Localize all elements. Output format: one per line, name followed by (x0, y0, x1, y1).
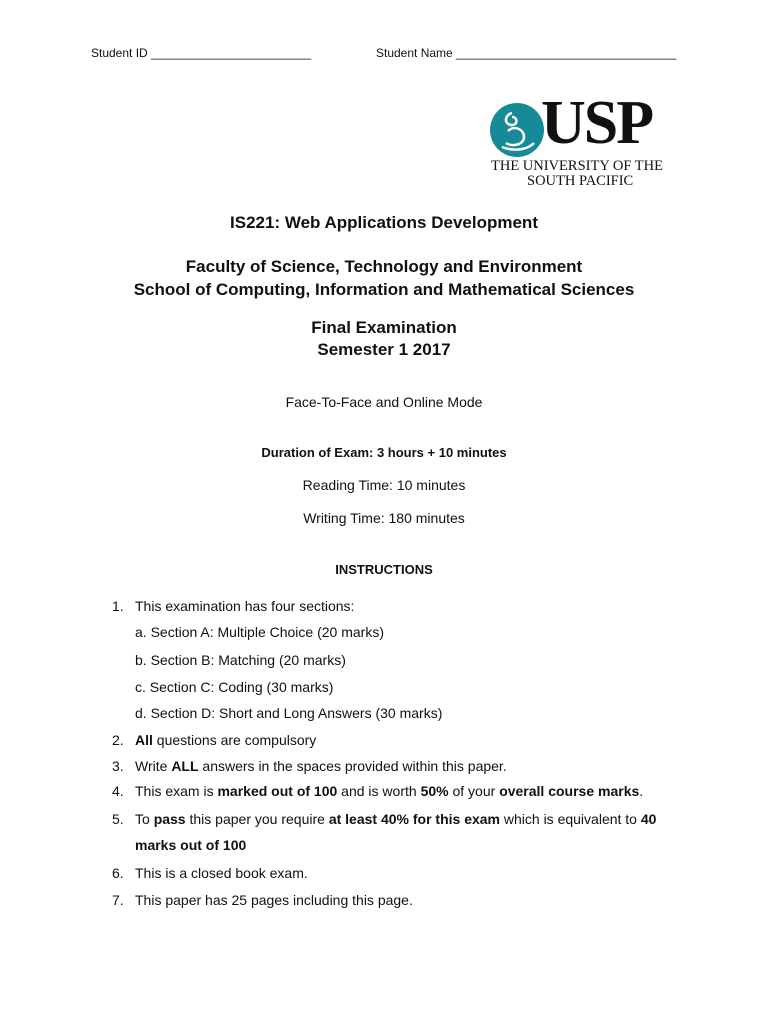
exam-mode: Face-To-Face and Online Mode (285, 394, 483, 410)
student-id-field[interactable]: Student ID ________________________ (91, 46, 312, 60)
item-number: 4. (112, 783, 124, 799)
item-text: This paper has 25 pages including this page. (135, 892, 413, 908)
item-text: All questions are compulsory (135, 732, 317, 748)
item-text-continued: marks out of 100 (135, 837, 247, 853)
logo-emblem-icon (490, 103, 544, 157)
student-name-field[interactable]: Student Name _________________________________ (376, 46, 677, 60)
item-text: This is a closed book exam. (135, 865, 308, 881)
reading-time: Reading Time: 10 minutes (302, 477, 466, 493)
item-number: 3. (112, 758, 124, 774)
item-text: To pass this paper you require at least 40% for this exam which is equivalent to 40 (135, 811, 657, 827)
logo-subtitle-line1: THE UNIVERSITY OF THE (491, 158, 663, 174)
item-number: 6. (112, 865, 124, 881)
section-d-item: d. Section D: Short and Long Answers (30 marks) (135, 705, 443, 721)
item-text: This exam is marked out of 100 and is worth 50% of your overall course marks. (135, 783, 644, 799)
item-number: 2. (112, 732, 124, 748)
section-b-item: b. Section B: Matching (20 marks) (135, 652, 346, 668)
item-text: This examination has four sections: (135, 598, 355, 614)
section-c-item: c. Section C: Coding (30 marks) (135, 679, 334, 695)
course-title: IS221: Web Applications Development (230, 213, 538, 232)
section-a-item: a. Section A: Multiple Choice (20 marks) (135, 624, 384, 640)
school-name: School of Computing, Information and Mathematical Sciences (133, 280, 635, 299)
item-number: 1. (112, 598, 124, 614)
logo-wordmark: USP (541, 89, 653, 157)
item-number: 7. (112, 892, 124, 908)
exam-duration: Duration of Exam: 3 hours + 10 minutes (261, 445, 507, 460)
logo-subtitle-line2: SOUTH PACIFIC (527, 173, 634, 189)
item-number: 5. (112, 811, 124, 827)
faculty-name: Faculty of Science, Technology and Environment (185, 257, 583, 276)
usp-logo (485, 89, 679, 194)
semester-title: Semester 1 2017 (317, 340, 451, 359)
instructions-heading: INSTRUCTIONS (335, 562, 433, 577)
writing-time: Writing Time: 180 minutes (303, 510, 465, 526)
exam-title: Final Examination (311, 318, 457, 337)
item-text: Write ALL answers in the spaces provided within this paper. (135, 758, 507, 774)
